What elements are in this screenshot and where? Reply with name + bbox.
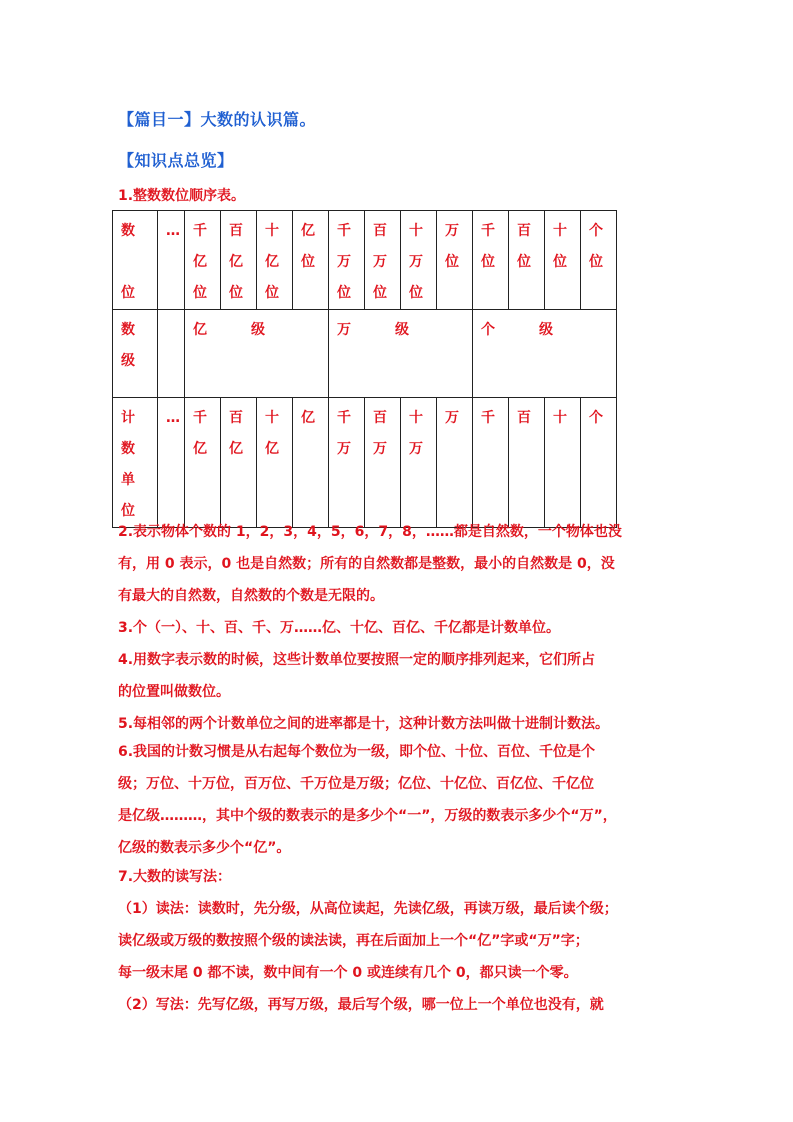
unit-cell: 百 (509, 398, 545, 528)
unit-cell: 万 (437, 398, 473, 528)
unit-cell: 千 万 (329, 398, 365, 528)
row-label-place: 数 位 (113, 211, 158, 310)
class-group-ge: 个 级 (473, 310, 617, 398)
unit-cell: 亿 (293, 398, 329, 528)
place-cell: 亿 位 (293, 211, 329, 310)
unit-cell: 千 (473, 398, 509, 528)
place-cell: 个 位 (581, 211, 617, 310)
table-row-place (113, 211, 617, 310)
text-line: （2）写法：先写亿级，再写万级，最后写个级，哪一位上一个单位也没有，就 (118, 997, 604, 1013)
place-cell: 万 位 (437, 211, 473, 310)
row-label-unit: 计 数 单 位 (113, 398, 158, 528)
place-cell: 十 亿 位 (257, 211, 293, 310)
unit-cell: 百 亿 (221, 398, 257, 528)
text-line: 亿级的数表示多少个“亿”。 (118, 840, 291, 856)
unit-cell: 个 (581, 398, 617, 528)
ellipsis-cell: … (158, 211, 185, 310)
place-cell: 千 位 (473, 211, 509, 310)
text-line: 读亿级或万级的数按照个级的读法读，再在后面加上一个“亿”字或“万”字； (118, 933, 589, 949)
empty-cell (158, 310, 185, 398)
text-line: 每一级末尾 0 都不读，数中间有一个 0 或连续有几个 0，都只读一个零。 (118, 965, 578, 981)
place-cell: 百 万 位 (365, 211, 401, 310)
unit-cell: 千 亿 (185, 398, 221, 528)
place-value-table (112, 210, 617, 528)
place-cell: 千 亿 位 (185, 211, 221, 310)
unit-cell: 百 万 (365, 398, 401, 528)
class-group-yi: 亿 级 (185, 310, 329, 398)
text-line: 5.每相邻的两个计数单位之间的进率都是十，这种计数方法叫做十进制计数法。 (118, 716, 610, 732)
text-line: 6.我国的计数习惯是从右起每个数位为一级，即个位、十位、百位、千位是个 (118, 744, 596, 760)
place-cell: 百 位 (509, 211, 545, 310)
text-line: 2.表示物体个数的 1，2，3，4，5，6，7，8，……都是自然数，一个物体也没 (118, 524, 622, 540)
text-line: 是亿级………，其中个级的数表示的是多少个“一”，万级的数表示多少个“万”， (118, 808, 617, 824)
place-cell: 百 亿 位 (221, 211, 257, 310)
class-group-wan: 万 级 (329, 310, 473, 398)
text-line: 有，用 0 表示，0 也是自然数；所有的自然数都是整数，最小的自然数是 0，没 (118, 556, 615, 572)
text-line: 4.用数字表示数的时候，这些计数单位要按照一定的顺序排列起来，它们所占 (118, 652, 596, 668)
section-subtitle: 【知识点总览】 (118, 151, 234, 170)
table-row-unit (113, 398, 617, 528)
unit-cell: 十 万 (401, 398, 437, 528)
text-line: 3.个（一）、十、百、千、万……亿、十亿、百亿、千亿都是计数单位。 (118, 620, 561, 636)
text-line: 级；万位、十万位，百万位、千万位是万级；亿位、十亿位、百亿位、千亿位 (118, 776, 594, 792)
text-line: 有最大的自然数，自然数的个数是无限的。 (118, 588, 384, 604)
page-title: 【篇目一】大数的认识篇。 (118, 110, 317, 129)
text-line: （1）读法：读数时，先分级，从高位读起，先读亿级，再读万级，最后读个级； (118, 901, 618, 917)
unit-cell: 十 (545, 398, 581, 528)
text-line: 7.大数的读写法： (118, 869, 232, 885)
table-row-class (113, 310, 617, 398)
place-cell: 千 万 位 (329, 211, 365, 310)
text-line: 的位置叫做数位。 (118, 684, 230, 700)
unit-cell: 十 亿 (257, 398, 293, 528)
row-label-class: 数 级 (113, 310, 158, 398)
item1-heading: 1.整数数位顺序表。 (118, 188, 246, 204)
place-cell: 十 万 位 (401, 211, 437, 310)
place-cell: 十 位 (545, 211, 581, 310)
ellipsis-cell: … (158, 398, 185, 528)
